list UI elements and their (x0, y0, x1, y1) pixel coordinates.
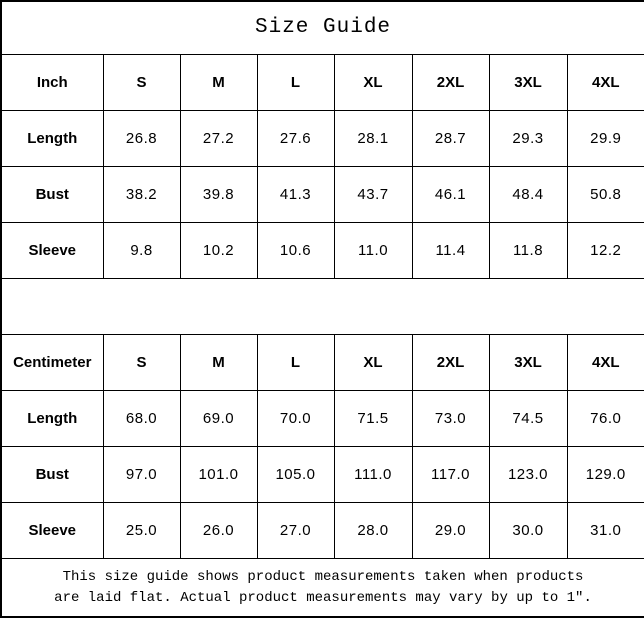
spacer-row (1, 278, 644, 334)
size-header-s: S (103, 334, 180, 390)
value-cell: 11.4 (412, 222, 489, 278)
value-cell: 27.6 (257, 110, 334, 166)
value-cell: 26.8 (103, 110, 180, 166)
value-cell: 41.3 (257, 166, 334, 222)
value-cell: 26.0 (180, 503, 257, 559)
size-header-xl: XL (334, 54, 412, 110)
row-label-length: Length (1, 391, 103, 447)
row-label-bust: Bust (1, 447, 103, 503)
value-cell: 69.0 (180, 391, 257, 447)
value-cell: 129.0 (567, 447, 644, 503)
value-cell: 11.0 (334, 222, 412, 278)
size-header-xl: XL (334, 334, 412, 390)
inch-header-row (1, 54, 644, 110)
value-cell: 39.8 (180, 166, 257, 222)
value-cell: 117.0 (412, 447, 489, 503)
value-cell: 30.0 (489, 503, 567, 559)
value-cell: 68.0 (103, 391, 180, 447)
value-cell: 12.2 (567, 222, 644, 278)
value-cell: 74.5 (489, 391, 567, 447)
row-label-bust: Bust (1, 166, 103, 222)
footnote-line-1: This size guide shows product measurements taken when products (62, 568, 584, 585)
centimeter-sleeve-row (1, 503, 644, 559)
value-cell: 11.8 (489, 222, 567, 278)
title-row (1, 1, 644, 54)
value-cell: 31.0 (567, 503, 644, 559)
value-cell: 28.0 (334, 503, 412, 559)
page-title: Size Guide (1, 1, 644, 54)
size-header-m: M (180, 54, 257, 110)
value-cell: 9.8 (103, 222, 180, 278)
value-cell: 46.1 (412, 166, 489, 222)
row-label-length: Length (1, 110, 103, 166)
row-label-sleeve: Sleeve (1, 222, 103, 278)
footnote-line-2: are laid flat. Actual product measurements may vary by up to 1″. (54, 589, 592, 606)
value-cell: 101.0 (180, 447, 257, 503)
value-cell: 50.8 (567, 166, 644, 222)
inch-length-row (1, 110, 644, 166)
size-header-4xl: 4XL (567, 54, 644, 110)
size-header-s: S (103, 54, 180, 110)
unit-header-centimeter: Centimeter (1, 334, 103, 390)
size-header-3xl: 3XL (489, 334, 567, 390)
value-cell: 28.7 (412, 110, 489, 166)
value-cell: 25.0 (103, 503, 180, 559)
value-cell: 27.0 (257, 503, 334, 559)
value-cell: 123.0 (489, 447, 567, 503)
size-header-l: L (257, 54, 334, 110)
size-header-2xl: 2XL (412, 54, 489, 110)
value-cell: 29.9 (567, 110, 644, 166)
value-cell: 29.0 (412, 503, 489, 559)
value-cell: 105.0 (257, 447, 334, 503)
value-cell: 111.0 (334, 447, 412, 503)
value-cell: 29.3 (489, 110, 567, 166)
size-header-4xl: 4XL (567, 334, 644, 390)
footnote (1, 559, 644, 617)
size-header-3xl: 3XL (489, 54, 567, 110)
value-cell: 38.2 (103, 166, 180, 222)
footnote-row (1, 559, 644, 617)
value-cell: 10.2 (180, 222, 257, 278)
value-cell: 70.0 (257, 391, 334, 447)
size-header-2xl: 2XL (412, 334, 489, 390)
value-cell: 10.6 (257, 222, 334, 278)
centimeter-bust-row (1, 447, 644, 503)
value-cell: 43.7 (334, 166, 412, 222)
size-header-l: L (257, 334, 334, 390)
inch-sleeve-row (1, 222, 644, 278)
spacer-cell (1, 278, 644, 334)
value-cell: 73.0 (412, 391, 489, 447)
size-header-m: M (180, 334, 257, 390)
value-cell: 48.4 (489, 166, 567, 222)
value-cell: 27.2 (180, 110, 257, 166)
unit-header-inch: Inch (1, 54, 103, 110)
value-cell: 97.0 (103, 447, 180, 503)
value-cell: 76.0 (567, 391, 644, 447)
inch-bust-row (1, 166, 644, 222)
centimeter-length-row (1, 391, 644, 447)
row-label-sleeve: Sleeve (1, 503, 103, 559)
centimeter-header-row (1, 334, 644, 390)
value-cell: 28.1 (334, 110, 412, 166)
value-cell: 71.5 (334, 391, 412, 447)
